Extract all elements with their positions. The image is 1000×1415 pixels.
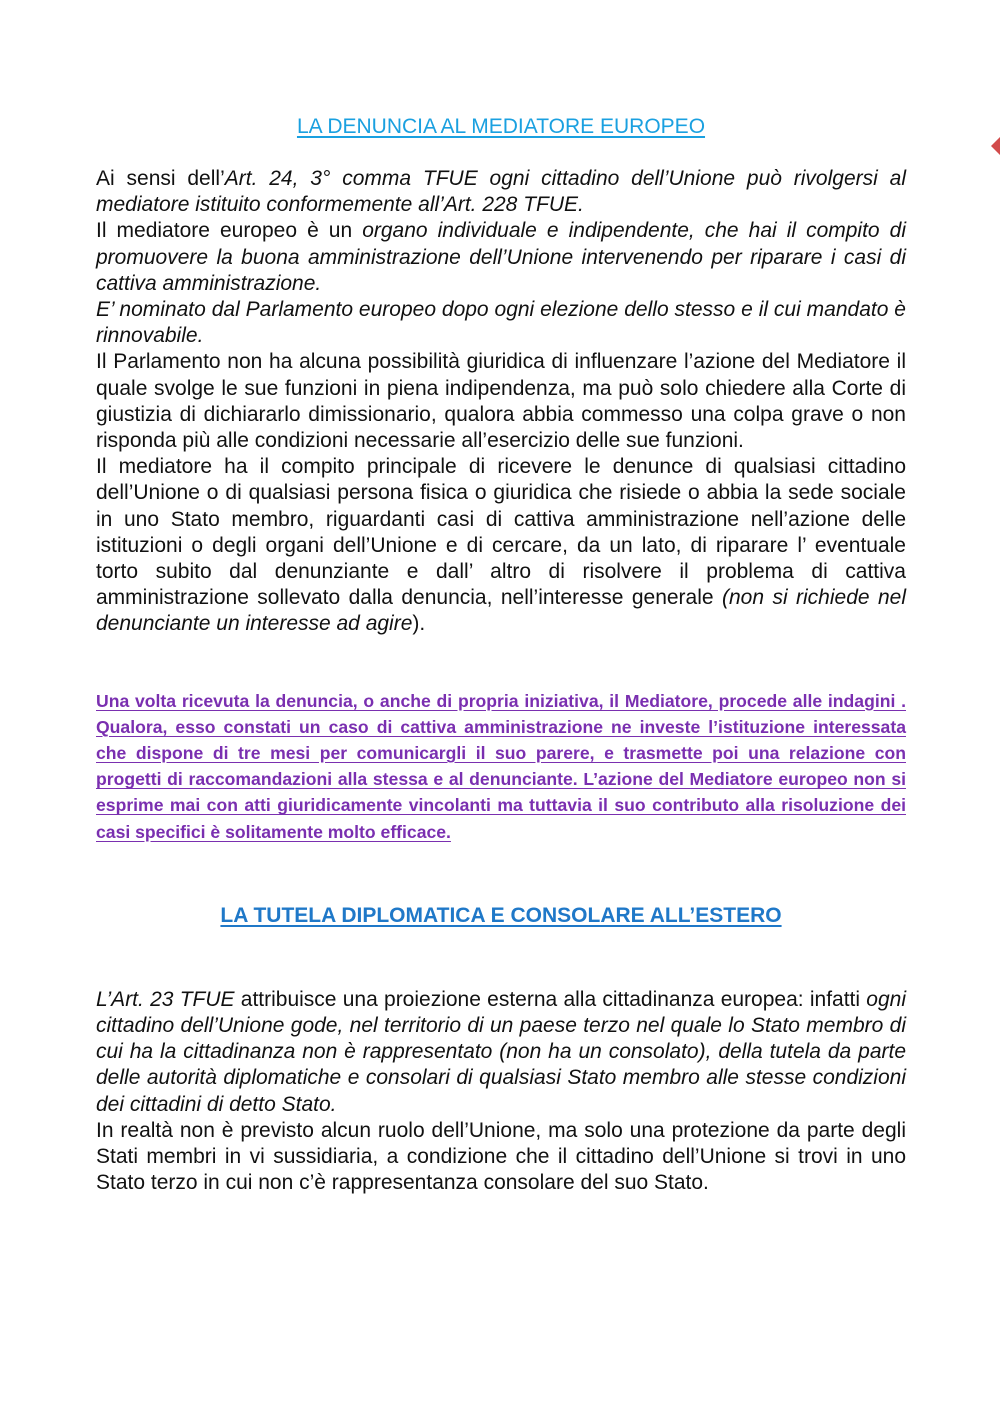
paragraph-art24: Ai sensi dell’Art. 24, 3° comma TFUE ogni cittadino dell’Unione può rivolgersi al mediatore istituito conformemente all’Art. 228 TFUE. <box>96 167 906 217</box>
section-body-tutela <box>96 987 906 1197</box>
document-page <box>96 110 906 1197</box>
section-body-mediatore <box>96 166 906 638</box>
paragraph-compito: Il mediatore ha il compito principale di ricevere le denunce di qualsiasi cittadino dell’Unione o di qualsiasi persona fisica o giuridica che risiede o abbia la sede sociale in uno Stato membro, riguardanti casi di cattiva amministrazione nell’azione delle istituzioni o degli organi dell’Unione e di cercare, da un lato, di riparare l’ eventuale torto subito dal denunziante e dall’ altro di risolvere il problema di cattiva amministrazione sollevato dalla denuncia, nell’interesse generale (non si richiede nel denunciante un interesse ad agire). <box>96 455 906 636</box>
paragraph-nomina: E’ nominato dal Parlamento europeo dopo ogni elezione dello stesso e il cui mandato è rinnovabile. <box>96 298 906 348</box>
paragraph-ruolo-unione: In realtà non è previsto alcun ruolo dell’Unione, ma solo una protezione da parte degli Stati membri in vi sussidiaria, a condizione che il cittadino dell’Unione si trovi in uno Stato terzo in cui non c’è rappresentanza consolare del suo Stato. <box>96 1118 906 1195</box>
page-edge-marker <box>991 137 1000 155</box>
section-title-tutela: LA TUTELA DIPLOMATICA E CONSOLARE ALL’ESTERO <box>220 903 782 927</box>
highlight-paragraph-indagini: Una volta ricevuta la denuncia, o anche di propria iniziativa, il Mediatore, procede alle indagini . Qualora, esso constati un caso di cattiva amministrazione ne investe l’istituzione interessata che dispone di tre mesi per comunicargli il suo parere, e trasmette poi una relazione con progetti di raccomandazioni alla stessa e al denunciante. L’azione del Mediatore europeo non si esprime mai con atti giuridicamente vincolanti ma tuttavia il suo contributo alla risoluzione dei casi specifici è solitamente molto efficace. <box>96 690 906 842</box>
paragraph-organo: Il mediatore europeo è un organo individuale e indipendente, che hai il compito di promuovere la buona amministrazione dell’Unione intervenendo per riparare i casi di cattiva amministrazione. <box>96 219 906 295</box>
section-title-mediatore: LA DENUNCIA AL MEDIATORE EUROPEO <box>296 115 706 138</box>
paragraph-art23: L’Art. 23 TFUE attribuisce una proiezione esterna alla cittadinanza europea: infatti ogni cittadino dell’Unione gode, nel territorio di un paese terzo nel quale lo Stato membro di cui ha la cittadinanza non è rappresentato (non ha un consolato), della tutela da parte delle autorità diplomatiche e consolari di qualsiasi Stato membro alle stesse condizioni dei cittadini di detto Stato. <box>96 987 906 1116</box>
paragraph-parlamento: Il Parlamento non ha alcuna possibilità giuridica di influenzare l’azione del Mediatore il quale svolge le sue funzioni in piena indipendenza, ma può solo chiedere alla Corte di giustizia di dichiararlo dimissionario, qualora abbia commesso una colpa grave o non risponda più alle condizioni necessarie all’esercizio delle sue funzioni. <box>96 350 906 453</box>
